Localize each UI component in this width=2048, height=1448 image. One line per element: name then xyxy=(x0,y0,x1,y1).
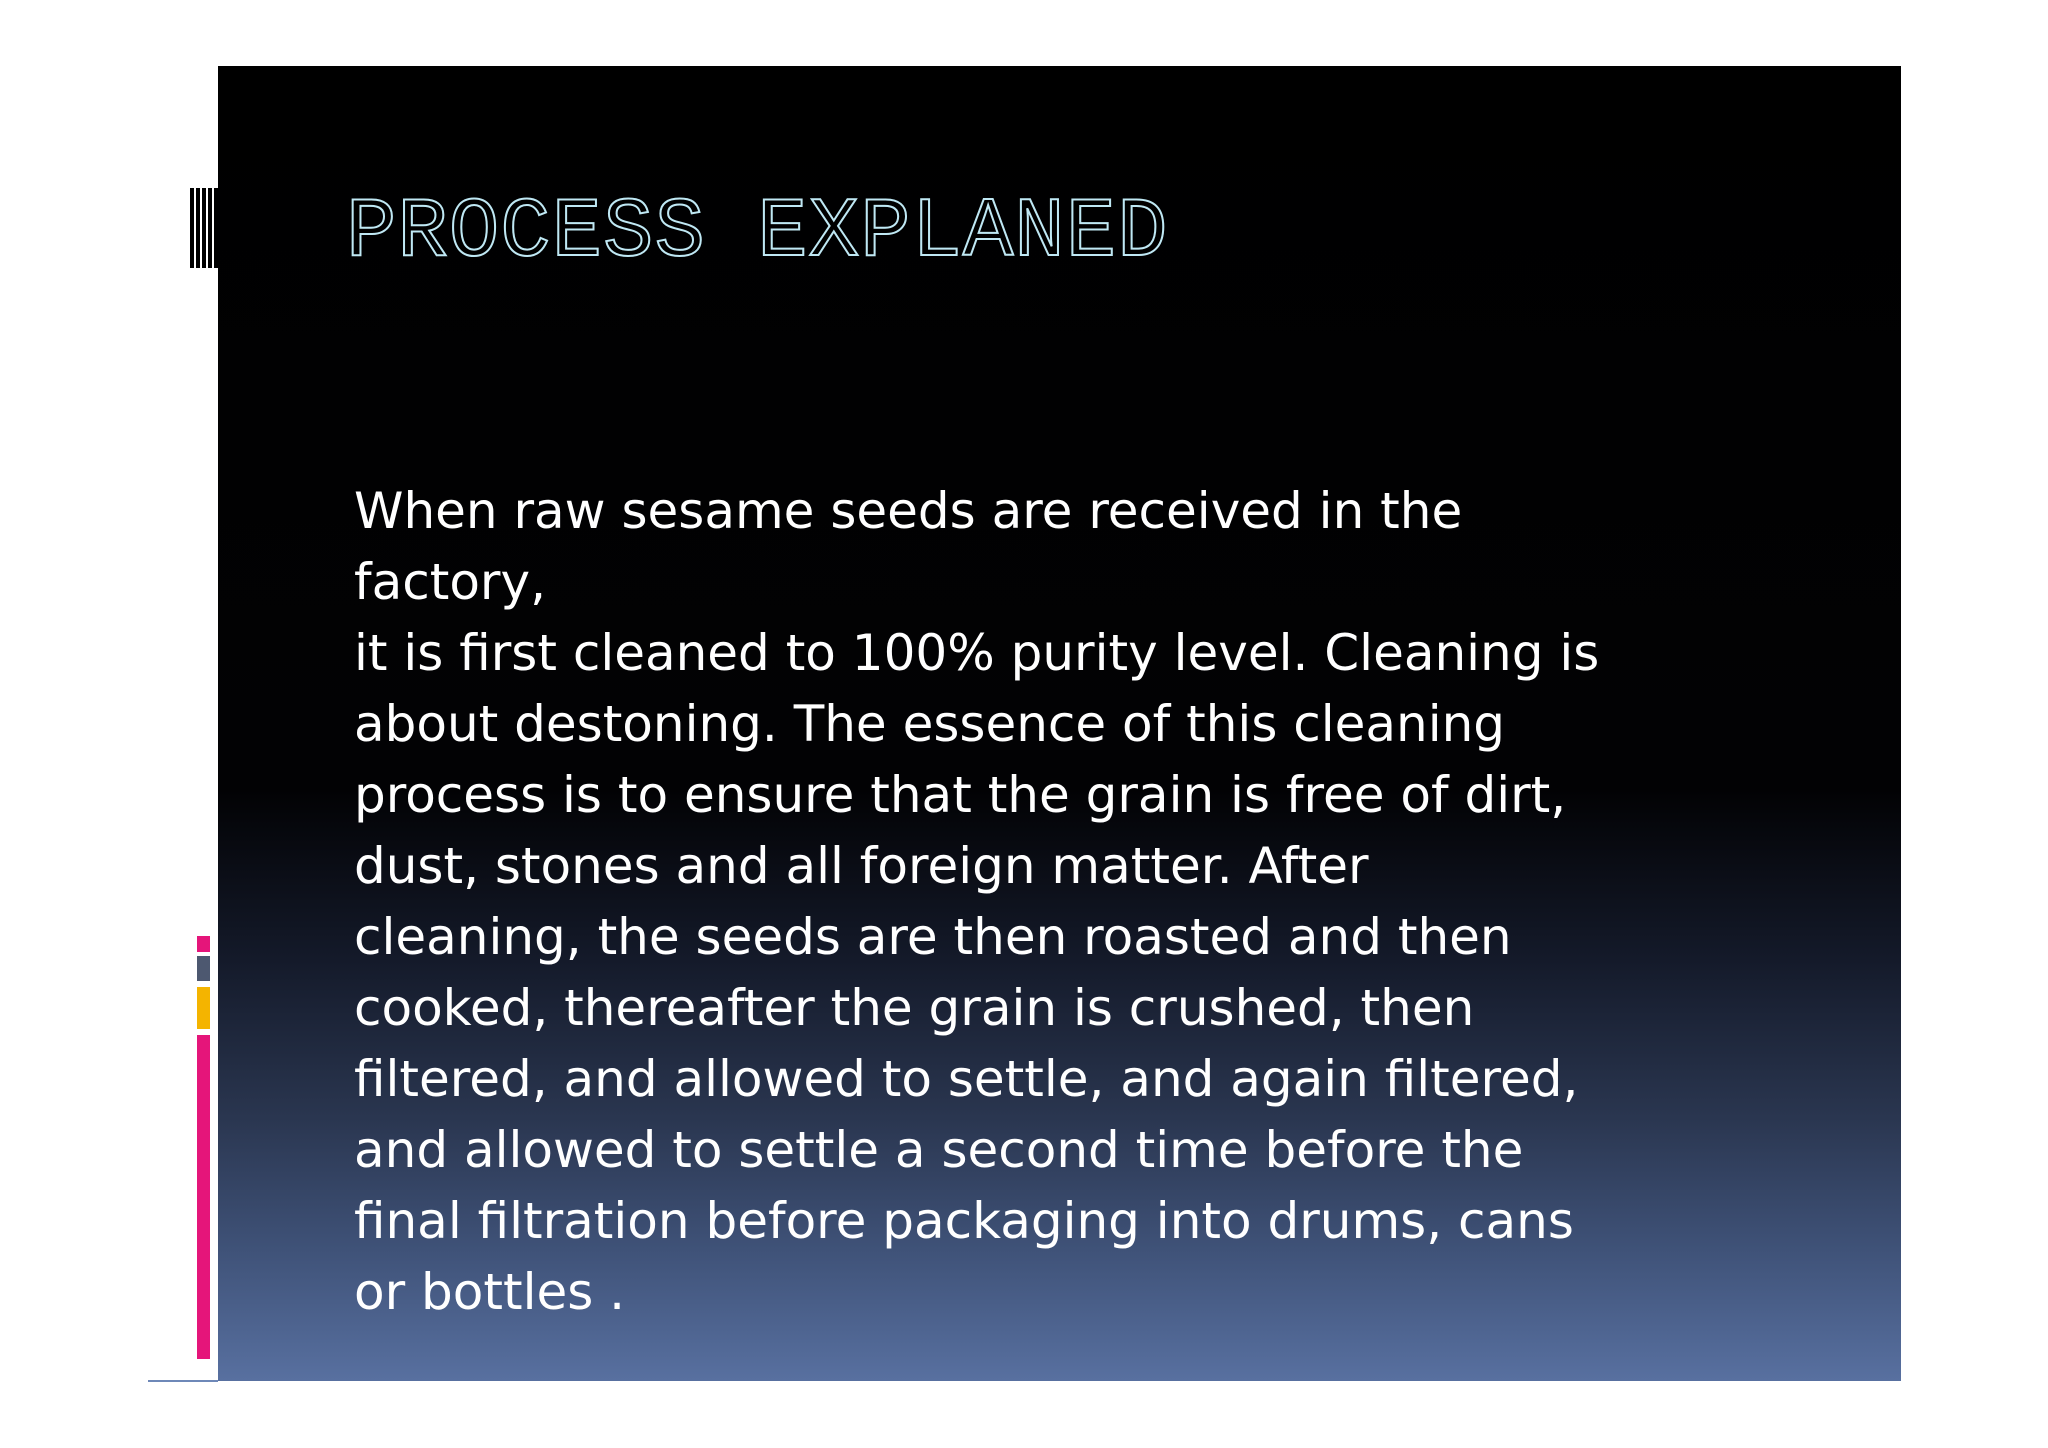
slide-title: PROCESS EXPLANED xyxy=(346,186,1169,281)
title-stripes-decoration xyxy=(190,188,218,268)
accent-bar-gray xyxy=(197,956,210,981)
accent-bar-pink-long xyxy=(197,1035,210,1359)
slide xyxy=(218,66,1901,1381)
accent-bar-pink-small xyxy=(197,936,210,952)
base-line-decoration xyxy=(148,1380,218,1382)
accent-bar-yellow xyxy=(197,987,210,1029)
slide-body-text: When raw sesame seeds are received in the factory, it is first cleaned to 100% purity level. Cleaning is about destoning. The essence of this cleaning process is to ensure that the grain is free of dirt, dust, stones and all foreign matter. After cleaning, the seeds are then roasted and then cooked, thereafter the grain is crushed, then filtered, and allowed to settle, and again filtered, and allowed to settle a second time before the final filtration before packaging into drums, cans or bottles . xyxy=(354,482,1600,1321)
